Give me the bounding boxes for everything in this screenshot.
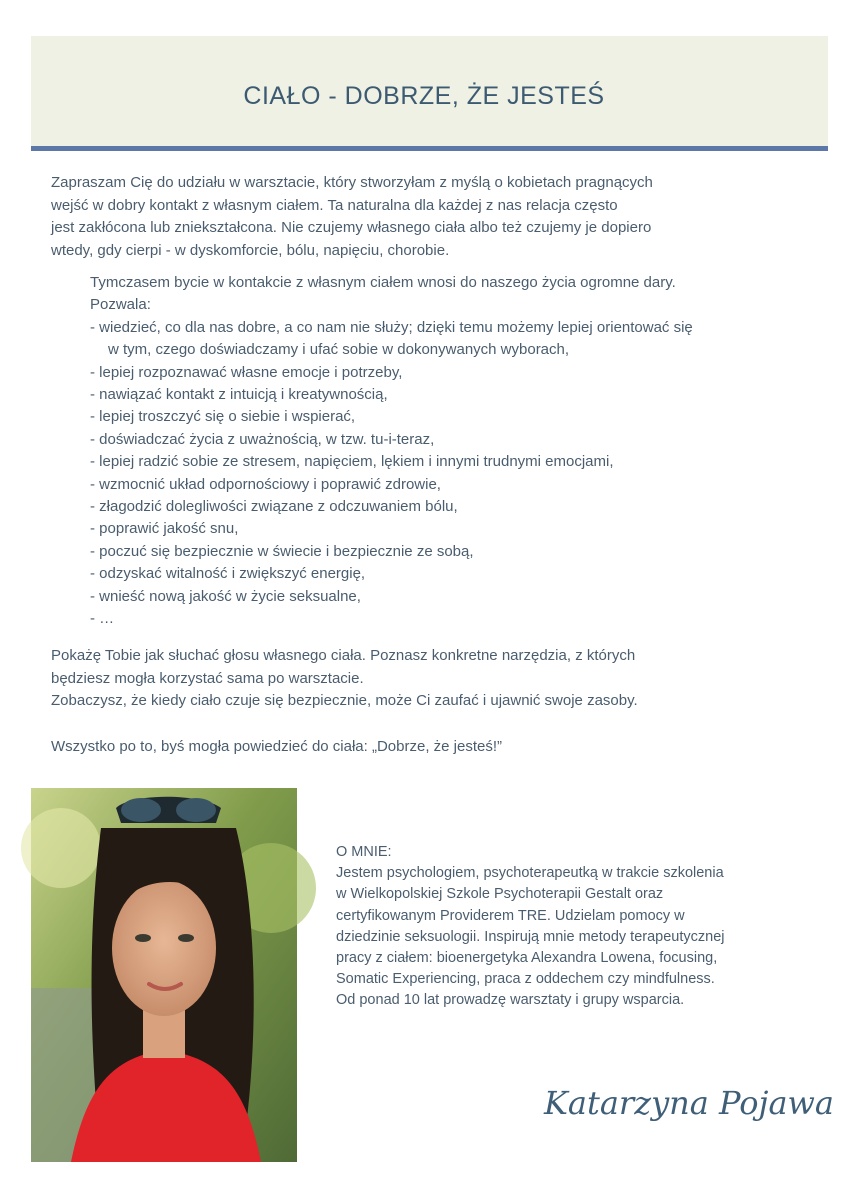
closing-line: Pokażę Tobie jak słuchać głosu własnego ciała. Poznasz konkretne narzędzia, z których <box>51 647 636 664</box>
list-item: - … <box>90 610 115 628</box>
list-item: - złagodzić dolegliwości związane z odczuwaniem bólu, <box>90 498 458 516</box>
list-item: - doświadczać życia z uważnością, w tzw. tu-i-teraz, <box>90 430 435 448</box>
intro-line: wejść w dobry kontakt z własnym ciałem. Ta naturalna dla każdej z nas relacja często <box>51 196 618 214</box>
about-line: Somatic Experiencing, praca z oddechem czy mindfulness. <box>336 971 715 988</box>
about-section <box>336 842 796 1012</box>
about-line: w Wielkopolskiej Szkole Psychoterapii Gestalt oraz <box>336 886 664 903</box>
closing-paragraph <box>51 645 791 758</box>
list-item: - wnieść nową jakość w życie seksualne, <box>90 587 361 605</box>
closing-quote: Wszystko po to, byś mogła powiedzieć do ciała: „Dobrze, że jesteś!” <box>51 737 503 755</box>
intro-paragraph <box>51 172 791 262</box>
closing-line: będziesz mogła korzystać sama po warsztacie. <box>51 669 364 687</box>
about-line: Jestem psychologiem, psychoterapeutką w trakcie szkolenia <box>336 865 724 882</box>
about-line: certyfikowanym Providerem TRE. Udzielam pomocy w <box>336 907 685 924</box>
about-line: dziedzinie seksuologii. Inspirują mnie metody terapeutycznej <box>336 928 725 945</box>
benefits-lead: Tymczasem bycie w kontakcie z własnym ciałem wnosi do naszego życia ogromne dary. <box>90 274 676 291</box>
intro-line: wtedy, gdy cierpi - w dyskomforcie, bólu, napięciu, chorobie. <box>51 241 450 259</box>
list-item: - lepiej radzić sobie ze stresem, napięciem, lękiem i innymi trudnymi emocjami, <box>90 453 614 471</box>
list-item: - lepiej rozpoznawać własne emocje i potrzeby, <box>90 363 403 381</box>
list-item: - nawiązać kontakt z intuicją i kreatywnością, <box>90 386 388 404</box>
list-item: - wiedzieć, co dla nas dobre, a co nam nie służy; dzięki temu możemy lepiej orientować się w tym, czego doświadczamy i ufać sobie w dokonywanych wyborach, <box>90 318 693 359</box>
list-item: - lepiej troszczyć się o siebie i wspierać, <box>90 408 356 426</box>
list-item: - odzyskać witalność i zwiększyć energię, <box>90 565 366 583</box>
benefits-list <box>90 317 810 631</box>
signature-text: Katarzyna Pojawa <box>544 1084 834 1122</box>
about-heading: O MNIE: <box>336 844 392 860</box>
signature-handwritten <box>540 1068 834 1138</box>
intro-line: jest zakłócona lub zniekształcona. Nie czujemy własnego ciała albo też czujemy je dopiero <box>51 219 652 236</box>
page-title: CIAŁO - DOBRZE, ŻE JESTEŚ <box>243 82 605 110</box>
list-item: - wzmocnić układ odpornościowy i poprawić zdrowie, <box>90 475 441 493</box>
list-item: - poprawić jakość snu, <box>90 520 239 538</box>
about-line: Od ponad 10 lat prowadzę warsztaty i grupy wsparcia. <box>336 992 685 1009</box>
signature <box>540 1068 834 1143</box>
intro-line: Zapraszam Cię do udziału w warsztacie, który stworzyłam z myślą o kobietach pragnących <box>51 174 653 191</box>
benefits-lead: Pozwala: <box>90 296 151 314</box>
list-item: - poczuć się bezpiecznie w świecie i bezpiecznie ze sobą, <box>90 542 474 560</box>
header-divider <box>31 146 828 151</box>
about-line: pracy z ciałem: bioenergetyka Alexandra Lowena, focusing, <box>336 950 718 967</box>
author-portrait-illustration <box>31 788 297 1162</box>
author-photo <box>31 788 297 1162</box>
benefits-section <box>90 272 810 631</box>
closing-line: Zobaczysz, że kiedy ciało czuje się bezpiecznie, może Ci zaufać i ujawnić swoje zasoby. <box>51 692 638 709</box>
